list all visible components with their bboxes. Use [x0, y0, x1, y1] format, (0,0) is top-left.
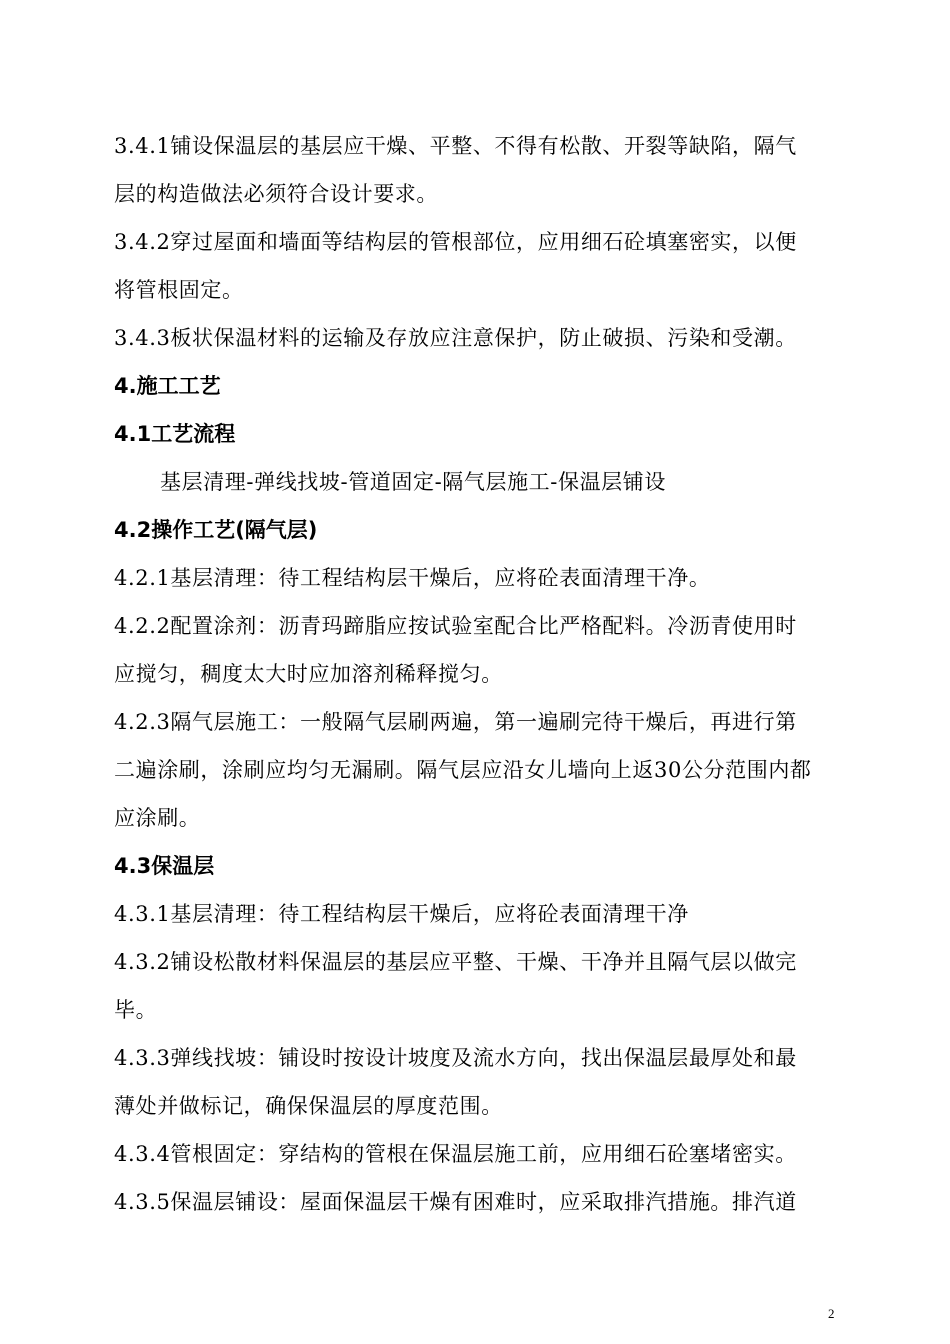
paragraph-line: 4.2.1基层清理：待工程结构层干燥后，应将砼表面清理干净。 — [114, 566, 711, 590]
paragraph-line: 毕。 — [114, 998, 158, 1022]
paragraph-line: 二遍涂刷，涂刷应均匀无漏刷。隔气层应沿女儿墙向上返30公分范围内都 — [114, 758, 812, 782]
process-flow: 基层清理-弹线找坡-管道固定-隔气层施工-保温层铺设 — [160, 470, 666, 494]
paragraph-line: 4.3.1基层清理：待工程结构层干燥后，应将砼表面清理干净 — [114, 902, 689, 926]
paragraph-line: 4.2.2配置涂剂：沥青玛蹄脂应按试验室配合比严格配料。冷沥青使用时 — [114, 614, 797, 638]
paragraph-line: 应涂刷。 — [114, 806, 201, 830]
paragraph-line: 薄处并做标记，确保保温层的厚度范围。 — [114, 1094, 503, 1118]
paragraph-line: 3.4.2穿过屋面和墙面等结构层的管根部位，应用细石砼填塞密实，以便 — [114, 230, 797, 254]
paragraph-line: 层的构造做法必须符合设计要求。 — [114, 182, 438, 206]
paragraph-line: 将管根固定。 — [114, 278, 244, 302]
paragraph-line: 应搅匀，稠度太大时应加溶剂稀释搅匀。 — [114, 662, 503, 686]
subsection-heading: 4.1工艺流程 — [114, 422, 236, 446]
paragraph-line: 4.3.4管根固定：穿结构的管根在保温层施工前，应用细石砼塞堵密实。 — [114, 1142, 797, 1166]
section-heading: 4.施工工艺 — [114, 374, 221, 398]
paragraph-line: 4.3.5保温层铺设：屋面保温层干燥有困难时，应采取排汽措施。排汽道 — [114, 1190, 797, 1214]
page-number: 2 — [828, 1306, 835, 1321]
subsection-heading: 4.3保温层 — [114, 854, 215, 878]
paragraph-line: 4.2.3隔气层施工：一般隔气层刷两遍，第一遍刷完待干燥后，再进行第 — [114, 710, 797, 734]
subsection-heading: 4.2操作工艺(隔气层) — [114, 518, 318, 542]
paragraph-line: 4.3.3弹线找坡：铺设时按设计坡度及流水方向，找出保温层最厚处和最 — [114, 1046, 797, 1070]
paragraph-line: 4.3.2铺设松散材料保温层的基层应平整、干燥、干净并且隔气层以做完 — [114, 950, 797, 974]
paragraph-line: 3.4.1铺设保温层的基层应干燥、平整、不得有松散、开裂等缺陷，隔气 — [114, 134, 797, 158]
paragraph-line: 3.4.3板状保温材料的运输及存放应注意保护，防止破损、污染和受潮。 — [114, 326, 797, 350]
